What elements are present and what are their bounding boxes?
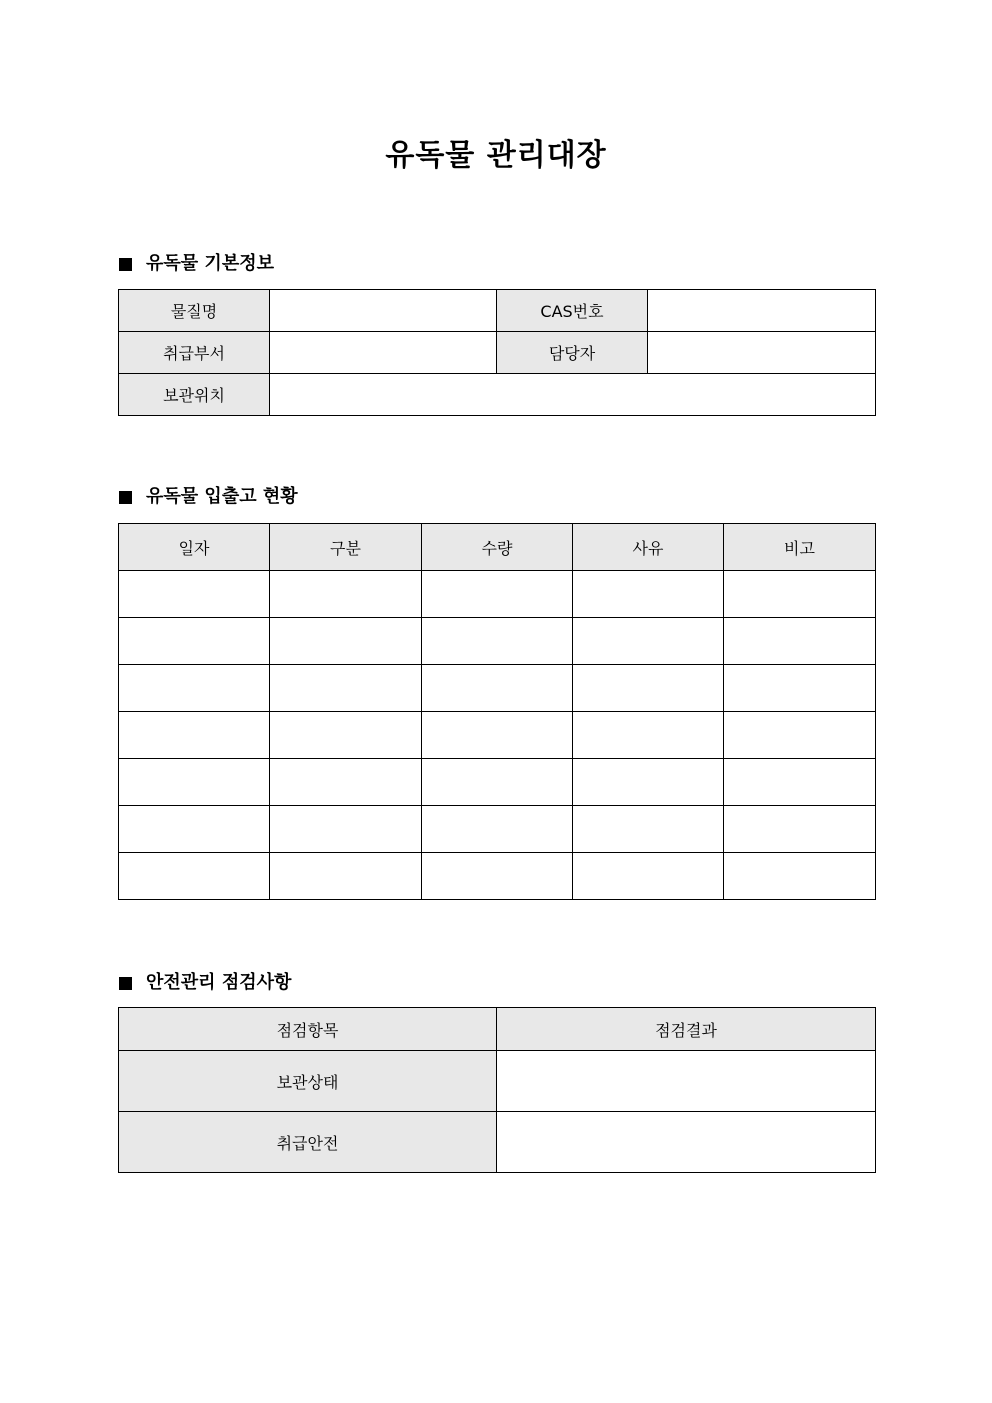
handling-safety-label: 취급안전 bbox=[119, 1112, 497, 1173]
reason-cell[interactable] bbox=[573, 665, 724, 712]
quantity-cell[interactable] bbox=[422, 665, 573, 712]
column-header-reason: 사유 bbox=[573, 524, 724, 571]
date-cell[interactable] bbox=[119, 806, 270, 853]
table-row bbox=[119, 374, 876, 416]
section-heading-safety bbox=[119, 971, 291, 995]
column-header-quantity: 수량 bbox=[422, 524, 573, 571]
section-heading-inout bbox=[119, 485, 298, 509]
table-row bbox=[119, 712, 876, 759]
remarks-cell[interactable] bbox=[724, 853, 876, 900]
remarks-cell[interactable] bbox=[724, 712, 876, 759]
remarks-cell[interactable] bbox=[724, 806, 876, 853]
table-header-row bbox=[119, 524, 876, 571]
table-row bbox=[119, 1051, 876, 1112]
table-row bbox=[119, 759, 876, 806]
handling-department-field[interactable] bbox=[270, 332, 497, 374]
cas-number-field[interactable] bbox=[648, 290, 876, 332]
table-header-row bbox=[119, 1008, 876, 1051]
type-cell[interactable] bbox=[270, 853, 422, 900]
remarks-cell[interactable] bbox=[724, 759, 876, 806]
section-title: 유독물 입출고 현황 bbox=[146, 486, 298, 507]
type-cell[interactable] bbox=[270, 571, 422, 618]
reason-cell[interactable] bbox=[573, 759, 724, 806]
cas-number-label: CAS번호 bbox=[497, 290, 648, 332]
type-cell[interactable] bbox=[270, 665, 422, 712]
column-header-date: 일자 bbox=[119, 524, 270, 571]
remarks-cell[interactable] bbox=[724, 618, 876, 665]
handling-department-label: 취급부서 bbox=[119, 332, 270, 374]
table-row bbox=[119, 618, 876, 665]
reason-cell[interactable] bbox=[573, 853, 724, 900]
type-cell[interactable] bbox=[270, 712, 422, 759]
storage-condition-result-field[interactable] bbox=[497, 1051, 876, 1112]
substance-name-field[interactable] bbox=[270, 290, 497, 332]
remarks-cell[interactable] bbox=[724, 665, 876, 712]
section-title: 유독물 기본정보 bbox=[146, 253, 274, 274]
column-header-inspection-result: 점검결과 bbox=[497, 1008, 876, 1051]
quantity-cell[interactable] bbox=[422, 853, 573, 900]
quantity-cell[interactable] bbox=[422, 712, 573, 759]
remarks-cell[interactable] bbox=[724, 571, 876, 618]
type-cell[interactable] bbox=[270, 618, 422, 665]
reason-cell[interactable] bbox=[573, 571, 724, 618]
date-cell[interactable] bbox=[119, 665, 270, 712]
column-header-remarks: 비고 bbox=[724, 524, 876, 571]
table-row bbox=[119, 1112, 876, 1173]
square-bullet-icon bbox=[119, 491, 132, 504]
date-cell[interactable] bbox=[119, 571, 270, 618]
handling-safety-result-field[interactable] bbox=[497, 1112, 876, 1173]
table-row bbox=[119, 332, 876, 374]
table-row bbox=[119, 571, 876, 618]
reason-cell[interactable] bbox=[573, 712, 724, 759]
table-row bbox=[119, 665, 876, 712]
type-cell[interactable] bbox=[270, 759, 422, 806]
square-bullet-icon bbox=[119, 977, 132, 990]
section-heading-basic-info bbox=[119, 252, 274, 276]
column-header-type: 구분 bbox=[270, 524, 422, 571]
table-row bbox=[119, 290, 876, 332]
square-bullet-icon bbox=[119, 258, 132, 271]
safety-inspection-table bbox=[118, 1007, 876, 1173]
manager-field[interactable] bbox=[648, 332, 876, 374]
quantity-cell[interactable] bbox=[422, 571, 573, 618]
storage-condition-label: 보관상태 bbox=[119, 1051, 497, 1112]
document-title: 유독물 관리대장 bbox=[385, 138, 607, 173]
column-header-inspection-item: 점검항목 bbox=[119, 1008, 497, 1051]
substance-name-label: 물질명 bbox=[119, 290, 270, 332]
quantity-cell[interactable] bbox=[422, 806, 573, 853]
table-row bbox=[119, 853, 876, 900]
inout-table bbox=[118, 523, 876, 900]
date-cell[interactable] bbox=[119, 712, 270, 759]
section-title: 안전관리 점검사항 bbox=[146, 972, 292, 993]
reason-cell[interactable] bbox=[573, 618, 724, 665]
type-cell[interactable] bbox=[270, 806, 422, 853]
date-cell[interactable] bbox=[119, 618, 270, 665]
reason-cell[interactable] bbox=[573, 806, 724, 853]
basic-info-table bbox=[118, 289, 876, 416]
storage-location-field[interactable] bbox=[270, 374, 876, 416]
quantity-cell[interactable] bbox=[422, 759, 573, 806]
table-row bbox=[119, 806, 876, 853]
manager-label: 담당자 bbox=[497, 332, 648, 374]
date-cell[interactable] bbox=[119, 759, 270, 806]
quantity-cell[interactable] bbox=[422, 618, 573, 665]
date-cell[interactable] bbox=[119, 853, 270, 900]
storage-location-label: 보관위치 bbox=[119, 374, 270, 416]
